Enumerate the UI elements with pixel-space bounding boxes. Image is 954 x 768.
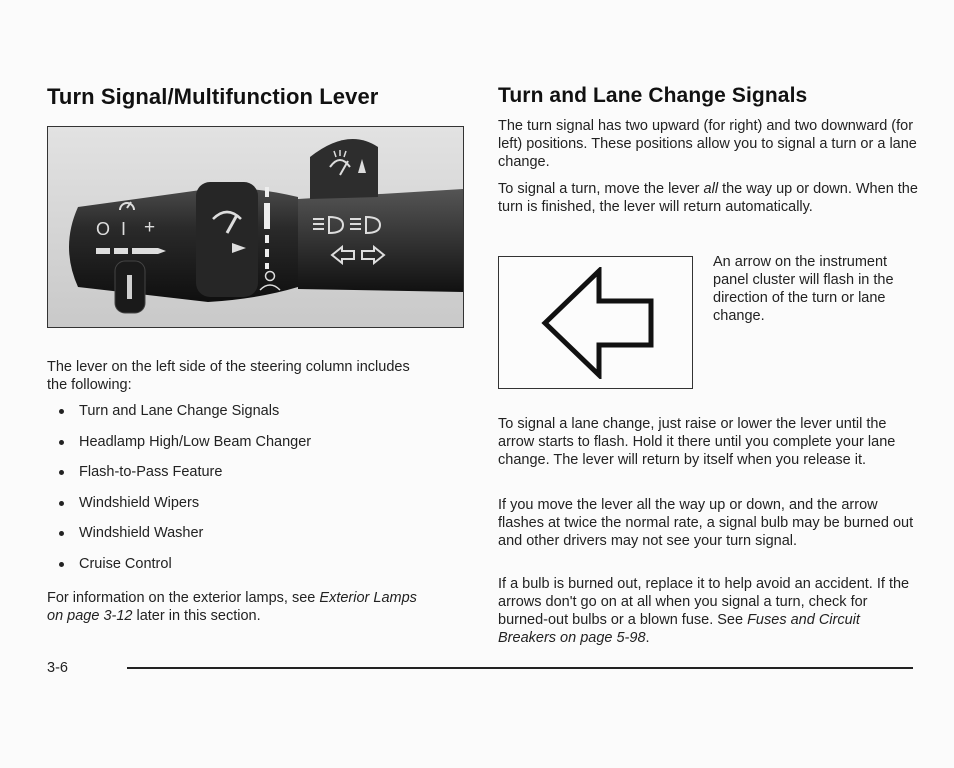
- bullet-icon: [59, 501, 64, 506]
- turn-arrow-illustration: [498, 256, 693, 389]
- list-item: [57, 555, 311, 586]
- cruise-bars-icon: [96, 245, 176, 257]
- list-item: [57, 494, 311, 525]
- fuses-reference-paragraph: [498, 575, 918, 647]
- list-item-label: Turn and Lane Change Signals: [79, 403, 280, 419]
- left-turn-arrow-icon: [539, 267, 659, 384]
- exterior-lamps-link[interactable]: Exterior Lamps on page 3-12: [47, 590, 417, 624]
- bullet-icon: [59, 409, 64, 414]
- signal-turn-paragraph: [498, 180, 918, 216]
- intro-paragraph: The lever on the left side of the steering column includes the following:: [47, 359, 410, 393]
- wiper-off-icon: [258, 270, 282, 292]
- high-beam-icon: [311, 215, 345, 235]
- list-item-label: Cruise Control: [79, 555, 172, 572]
- arrow-caption: An arrow on the instrument panel cluster will flash in the direction of the turn or lane change.: [713, 254, 894, 324]
- low-beam-icon: [348, 215, 382, 235]
- turn-signal-positions-paragraph: The turn signal has two upward (for right) and two downward (for left) positions. These positions allow you to signal a turn or a lane change.: [498, 118, 917, 170]
- multifunction-lever-illustration: [47, 126, 464, 328]
- footer-rule: [127, 667, 913, 669]
- paragraph-text-end: the way up or down. When the turn is finished, the lever will return automatically.: [498, 181, 918, 215]
- cruise-off-label: O: [96, 219, 111, 239]
- list-item: [57, 524, 311, 555]
- exterior-lamps-reference-paragraph: [47, 589, 437, 625]
- section-heading-multifunction-lever: Turn Signal/Multifunction Lever: [47, 84, 379, 109]
- paragraph-text: To signal a turn, move the lever: [498, 181, 704, 197]
- fuses-link[interactable]: Fuses and Circuit Breakers on page 5-98: [498, 612, 860, 646]
- list-item-label: Windshield Washer: [79, 525, 204, 541]
- paragraph-text-end: .: [645, 630, 650, 646]
- cruise-set-label: +: [144, 217, 156, 238]
- bullet-icon: [59, 470, 64, 475]
- lane-change-paragraph: To signal a lane change, just raise or lower the lever until the arrow starts to flash. Hold it there until you complete your lane change. The lever will return by itself when you release it.: [498, 416, 896, 468]
- cruise-on-label: I: [121, 219, 127, 239]
- bullet-icon: [59, 440, 64, 445]
- turn-signal-arrows-icon: [330, 245, 386, 265]
- reference-text: For information on the exterior lamps, see: [47, 590, 320, 606]
- page-number: 3-6: [47, 660, 68, 676]
- list-item-label: Windshield Wipers: [79, 494, 200, 511]
- bullet-icon: [59, 531, 64, 536]
- bullet-icon: [59, 562, 64, 567]
- reference-text-end: later in this section.: [132, 608, 261, 624]
- list-item: [57, 463, 311, 494]
- emphasis-text: all: [703, 181, 719, 197]
- wiper-direction-arrow-icon: [232, 243, 246, 253]
- cruise-speedometer-icon: [118, 197, 136, 213]
- list-item: [57, 433, 311, 464]
- lever-features-list: [57, 402, 311, 585]
- list-item-label: Headlamp High/Low Beam Changer: [79, 433, 312, 450]
- bulb-out-paragraph: If you move the lever all the way up or down, and the arrow flashes at twice the normal rate, a signal bulb may be burned out and other drivers may not see your turn signal.: [498, 497, 914, 549]
- list-item: [57, 402, 311, 433]
- section-heading-turn-signals: Turn and Lane Change Signals: [498, 84, 808, 107]
- washer-icon: [328, 149, 372, 179]
- paragraph-text: If a bulb is burned out, replace it to help avoid an accident. If the arrows don't go on at all when you signal a turn, check for burned-out bulbs or a blown fuse. See: [498, 576, 910, 628]
- wiper-icon: [210, 207, 244, 237]
- list-item-label: Flash-to-Pass Feature: [79, 464, 223, 480]
